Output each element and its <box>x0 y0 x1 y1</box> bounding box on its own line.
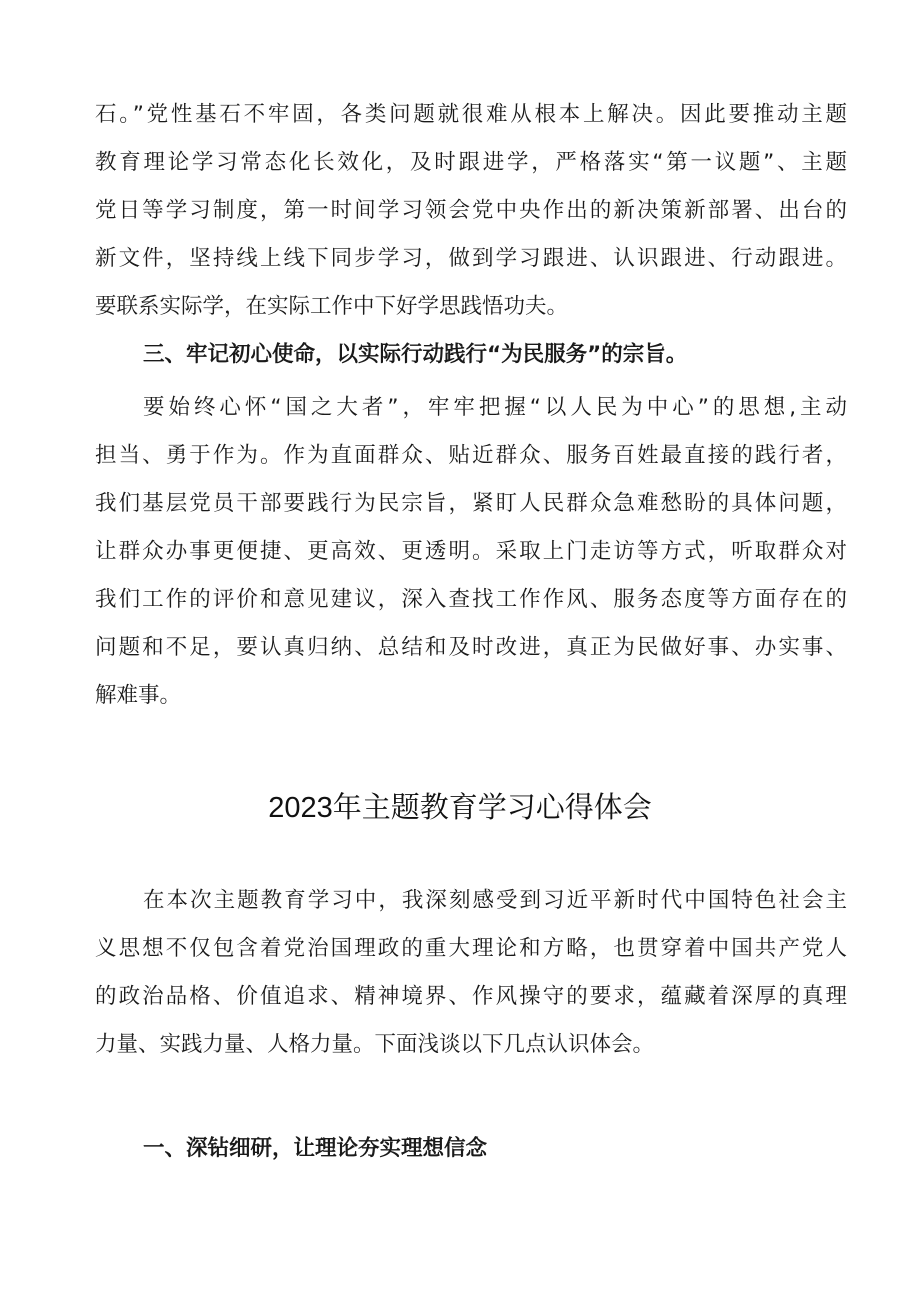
paragraph-line: 我们基层党员干部要践行为民宗旨，紧盯人民群众急难愁盼的具体问题， <box>95 491 847 516</box>
article-title: 2023年主题教育学习心得体会 <box>268 792 652 824</box>
paragraph-line: 我们工作的评价和意见建议，深入查找工作作风、服务态度等方面存在的 <box>95 587 847 612</box>
paragraph-line: 担当、勇于作为。作为直面群众、贴近群众、服务百姓最直接的践行者， <box>95 443 847 468</box>
paragraph-line: 力量、实践力量、人格力量。下面浅谈以下几点认识体会。 <box>95 1032 655 1057</box>
paragraph-line: 的政治品格、价值追求、精神境界、作风操守的要求，蕴藏着深厚的真理 <box>95 984 847 1009</box>
section-heading: 三、牢记初心使命，以实际行动践行“为民服务”的宗旨。 <box>143 342 688 367</box>
paragraph-line: 要联系实际学，在实际工作中下好学思践悟功夫。 <box>95 294 569 319</box>
paragraph-line: 义思想不仅包含着党治国理政的重大理论和方略，也贯穿着中国共产党人 <box>95 936 847 961</box>
paragraph-line: 新文件，坚持线上线下同步学习，做到学习跟进、认识跟进、行动跟进。 <box>95 246 847 271</box>
paragraph-line: 石。”党性基石不牢固，各类问题就很难从根本上解决。因此要推动主题 <box>95 102 847 127</box>
paragraph-line: 让群众办事更便捷、更高效、更透明。采取上门走访等方式，听取群众对 <box>95 539 847 564</box>
paragraph-line: 党日等学习制度，第一时间学习领会党中央作出的新决策新部署、出台的 <box>95 198 847 223</box>
paragraph-line: 问题和不足，要认真归纳、总结和及时改进，真正为民做好事、办实事、 <box>95 635 847 660</box>
paragraph-line: 教育理论学习常态化长效化，及时跟进学，严格落实“第一议题”、主题 <box>95 150 847 175</box>
paragraph-line: 在本次主题教育学习中，我深刻感受到习近平新时代中国特色社会主 <box>143 888 847 913</box>
paragraph-line: 要始终心怀“国之大者”，牢牢把握“以人民为中心”的思想,主动 <box>143 395 847 420</box>
paragraph-line: 解难事。 <box>95 683 182 708</box>
section-heading: 一、深钻细研，让理论夯实理想信念 <box>143 1136 488 1161</box>
